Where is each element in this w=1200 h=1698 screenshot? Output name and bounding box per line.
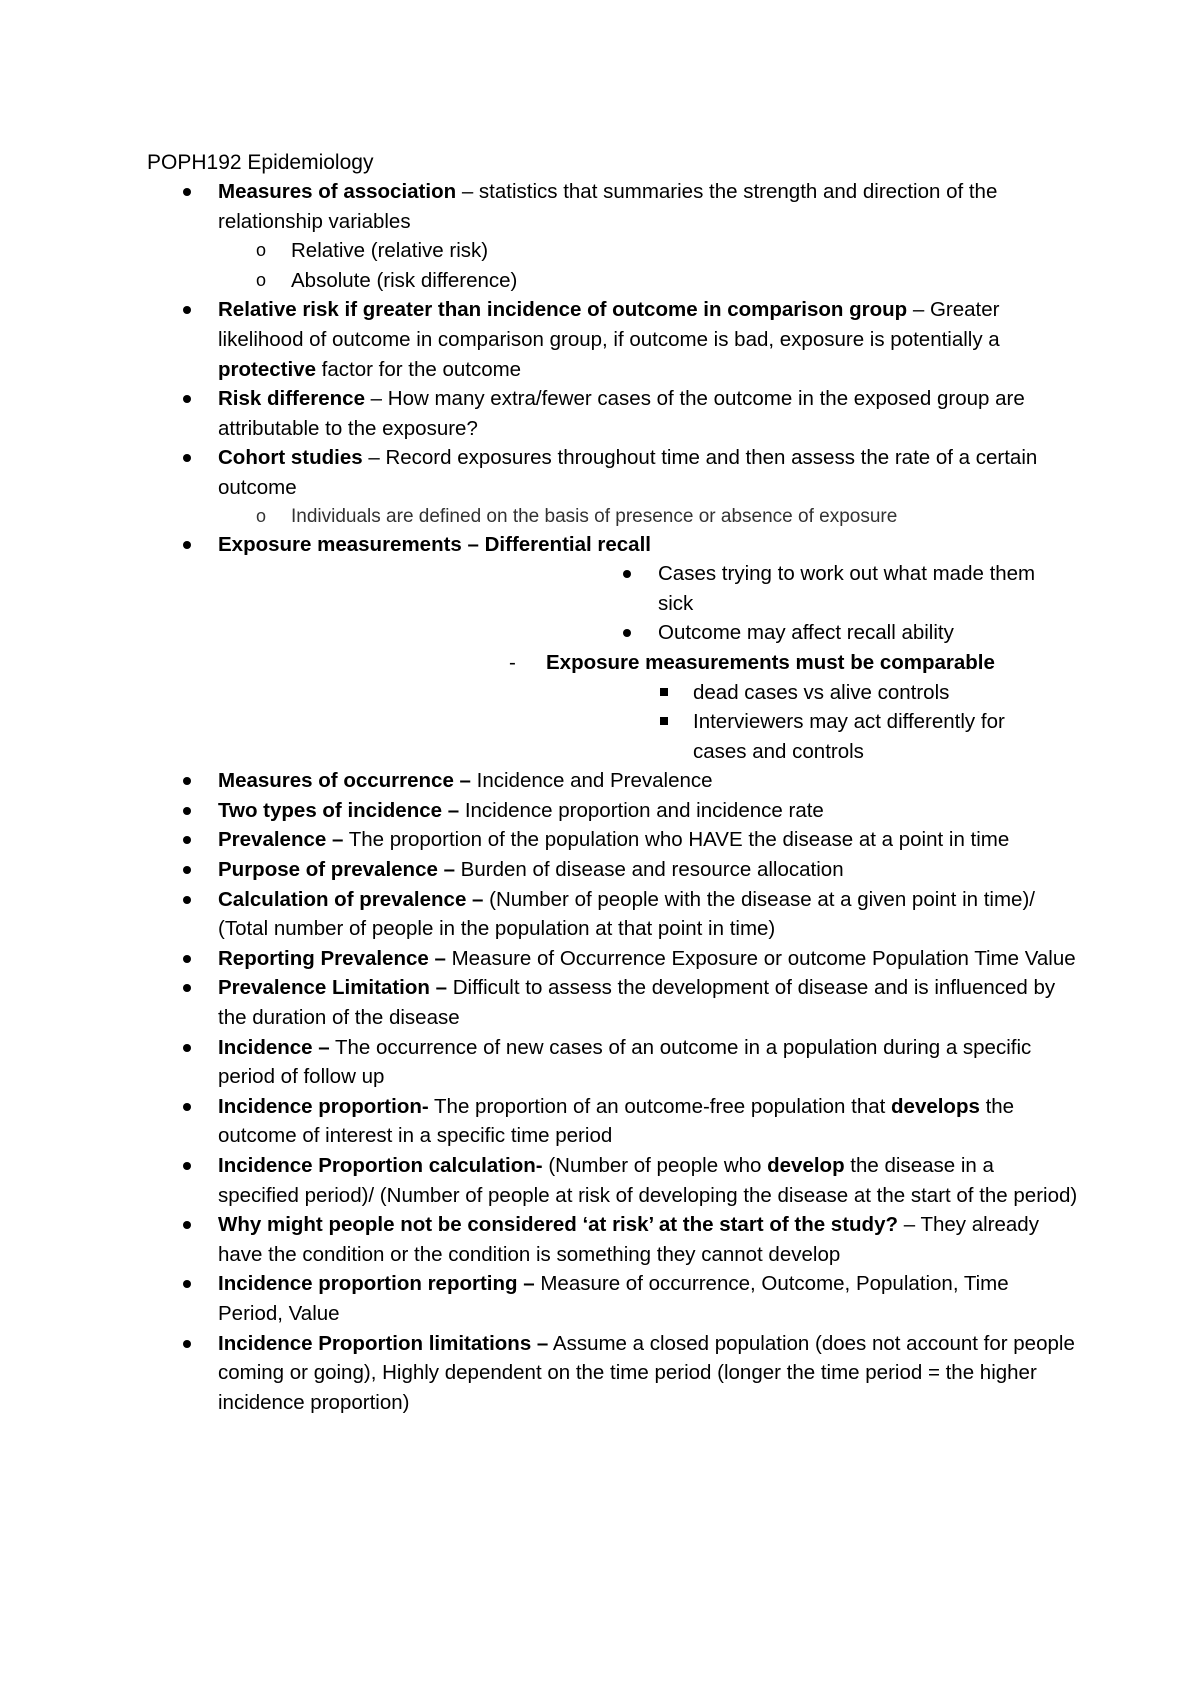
comparable-row	[509, 648, 1078, 678]
item-definition: Assume a closed population (does not account for people coming or going), Highly dependent on the time period (longer the time period = the higher incidence proportion)	[218, 1331, 1075, 1414]
item-term: Incidence proportion reporting –	[218, 1272, 535, 1296]
list-item	[218, 295, 1078, 384]
sub-item: o Individuals are defined on the basis of presence or absence of exposure	[291, 503, 1078, 530]
item-definition: – statistics that summaries the strength and direction of the relationship variables	[218, 180, 998, 233]
item-term: Relative risk if greater than incidence of outcome in comparison group	[218, 298, 908, 322]
item-term: Two types of incidence –	[218, 798, 460, 822]
item-emphasis: protective	[218, 357, 316, 381]
list-item	[218, 530, 1078, 767]
item-definition: The occurrence of new cases of an outcome in a population during a specific period of follow up	[218, 1035, 1032, 1089]
item-term: Prevalence Limitation –	[218, 976, 448, 1000]
list-item	[218, 1033, 1078, 1092]
comparable-sub-list	[218, 678, 1078, 767]
list-item	[218, 885, 1078, 944]
list-item	[218, 973, 1078, 1032]
item-definition: (Number of people with the disease at a given point in time)/ (Total number of people in the population at that point in time)	[218, 887, 1035, 941]
notes-list	[218, 177, 1078, 1417]
item-definition: – Greater likelihood of outcome in comparison group, if outcome is bad, exposure is potentially a	[218, 298, 1000, 351]
item-definition: Measure of Occurrence Exposure or outcome Population Time Value	[445, 946, 1076, 970]
list-item	[218, 1329, 1078, 1418]
list-item	[218, 855, 1078, 885]
item-emphasis: develop	[767, 1154, 845, 1177]
item-definition: Difficult to assess the development of disease and is influenced by the duration of the disease	[218, 976, 1056, 1030]
list-item	[218, 944, 1078, 974]
item-term: Purpose of prevalence –	[218, 858, 455, 882]
list-item	[218, 796, 1078, 826]
sub-item: o Absolute (risk difference)	[291, 266, 1078, 296]
item-definition: the outcome of interest in a specific time period	[218, 1094, 1015, 1148]
item-definition: the disease in a specified period)/ (Number of people at risk of developing the disease at the start of the period)	[218, 1154, 1078, 1207]
list-item	[218, 443, 1078, 529]
sub-list	[218, 236, 1078, 295]
item-term: Incidence proportion-	[218, 1094, 429, 1118]
item-term: Cohort studies	[218, 446, 363, 470]
item-term: Reporting Prevalence –	[218, 946, 446, 970]
item-term: Incidence Proportion calculation-	[218, 1154, 543, 1177]
sub-item: dead cases vs alive controls	[693, 678, 1063, 708]
sub-item: Outcome may affect recall ability	[658, 618, 1038, 648]
item-definition: – They already have the condition or the condition is something they cannot develop	[218, 1213, 1039, 1266]
item-definition: Incidence and Prevalence	[470, 769, 713, 793]
sub-list	[218, 503, 1078, 530]
item-definition: (Number of people who	[542, 1154, 768, 1177]
item-term: Measures of occurrence –	[218, 769, 471, 793]
item-term: Exposure measurements – Differential recall	[218, 532, 651, 556]
list-item	[218, 1269, 1078, 1328]
item-definition: – Record exposures throughout time and then assess the rate of a certain outcome	[218, 446, 1038, 499]
item-definition: The proportion of an outcome-free population that	[428, 1094, 892, 1118]
comparable-heading: Exposure measurements must be comparable	[546, 650, 995, 674]
item-emphasis: develops	[891, 1094, 980, 1118]
item-term: Measures of association	[218, 180, 457, 203]
sub-item: Cases trying to work out what made them sick	[658, 559, 1038, 618]
item-term: Incidence –	[218, 1035, 330, 1059]
item-definition: – How many extra/fewer cases of the outcome in the exposed group are attributable to the exposure?	[218, 387, 1025, 440]
item-definition: Measure of occurrence, Outcome, Population, Time Period, Value	[218, 1272, 1009, 1325]
list-item	[218, 384, 1078, 443]
sub-item: o Relative (relative risk)	[291, 236, 1078, 266]
item-term: Incidence Proportion limitations –	[218, 1331, 549, 1355]
item-term: Prevalence –	[218, 828, 344, 852]
list-item	[218, 1210, 1078, 1269]
sub-item: Interviewers may act differently for cases and controls	[693, 707, 1063, 766]
dash-marker: -	[509, 650, 516, 674]
item-definition: Burden of disease and resource allocation	[454, 858, 844, 882]
list-item	[218, 1151, 1078, 1210]
item-definition: factor for the outcome	[315, 357, 522, 381]
item-term: Risk difference	[218, 387, 365, 411]
list-item	[218, 825, 1078, 855]
item-definition: Incidence proportion and incidence rate	[459, 798, 824, 822]
recall-sub-list	[218, 559, 1078, 648]
list-item	[218, 766, 1078, 796]
item-definition: The proportion of the population who HAVE the disease at a point in time	[343, 828, 1010, 852]
list-item	[218, 177, 1078, 295]
list-item	[218, 1092, 1078, 1151]
item-term: Why might people not be considered ‘at risk’ at the start of the study?	[218, 1213, 899, 1237]
item-term: Calculation of prevalence –	[218, 887, 484, 911]
page-title: POPH192 Epidemiology	[147, 151, 374, 174]
